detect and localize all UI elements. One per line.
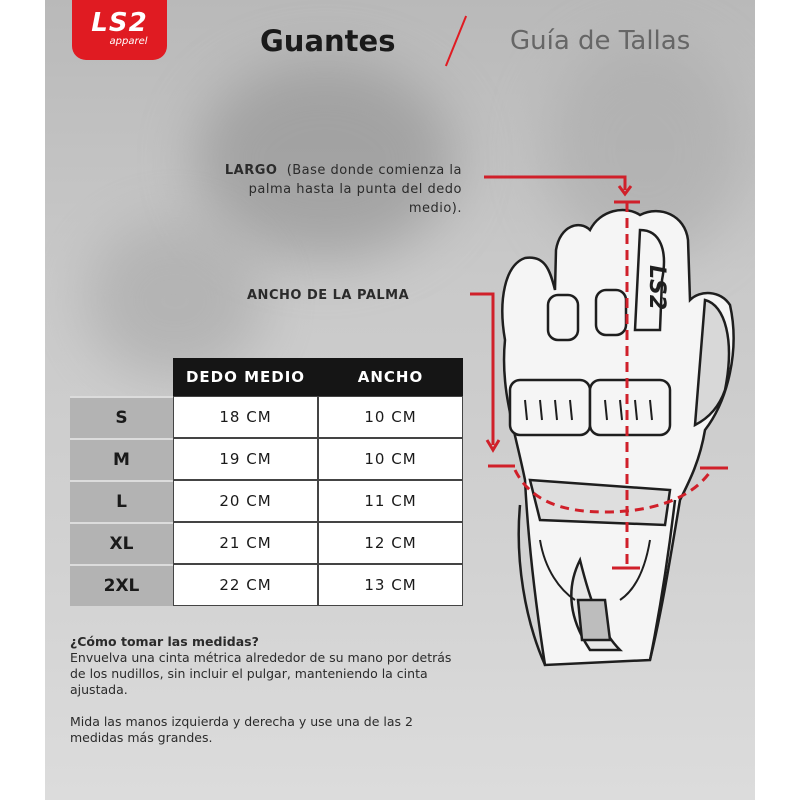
table-corner — [70, 358, 173, 396]
length-label — [200, 161, 462, 218]
background-shape — [195, 60, 455, 260]
width-leader-line — [470, 286, 493, 445]
logo-text: LS2 — [91, 8, 148, 38]
instructions-question: ¿Cómo tomar las medidas? — [70, 634, 259, 649]
length-leader-line — [484, 177, 625, 190]
table-row — [70, 438, 463, 480]
table-row — [70, 564, 463, 606]
brand-logo — [72, 0, 167, 60]
dedo-medio-cell: 20 CM — [173, 480, 318, 522]
table-row — [70, 396, 463, 438]
dedo-medio-cell: 21 CM — [173, 522, 318, 564]
dedo-medio-cell: 22 CM — [173, 564, 318, 606]
glove-logo: LS2 — [644, 265, 669, 311]
header-ancho: ANCHO — [318, 358, 463, 396]
page-subtitle: Guía de Tallas — [510, 26, 691, 56]
instructions-paragraph-1: Envuelva una cinta métrica alrededor de su mano por detrás de los nudillos, sin incluir el pulgar, manteniendo la cinta ajustada. — [70, 650, 452, 697]
dedo-medio-cell: 18 CM — [173, 396, 318, 438]
logo-subtext: apparel — [109, 36, 148, 47]
size-cell: M — [70, 438, 173, 480]
length-label-title: LARGO — [224, 163, 278, 178]
instructions-paragraph-2: Mida las manos izquierda y derecha y use una de las 2 medidas más grandes. — [70, 714, 413, 745]
table-row — [70, 480, 463, 522]
ancho-cell: 11 CM — [318, 480, 463, 522]
ancho-cell: 10 CM — [318, 396, 463, 438]
table-row — [70, 522, 463, 564]
length-label-description: (Base donde comienza la palma hasta la punta del dedo medio). — [248, 163, 462, 216]
ancho-cell: 10 CM — [318, 438, 463, 480]
palm-width-label: ANCHO DE LA PALMA — [247, 288, 410, 303]
page-title: Guantes — [260, 24, 396, 58]
header-dedo-medio: DEDO MEDIO — [173, 358, 318, 396]
size-cell: S — [70, 396, 173, 438]
size-table — [70, 358, 463, 606]
instructions-block — [70, 634, 470, 746]
size-cell: XL — [70, 522, 173, 564]
size-cell: L — [70, 480, 173, 522]
table-header-row — [70, 358, 463, 396]
dedo-medio-cell: 19 CM — [173, 438, 318, 480]
ancho-cell: 13 CM — [318, 564, 463, 606]
glove-illustration — [470, 150, 740, 690]
size-cell: 2XL — [70, 564, 173, 606]
ancho-cell: 12 CM — [318, 522, 463, 564]
background-shape — [85, 220, 265, 380]
